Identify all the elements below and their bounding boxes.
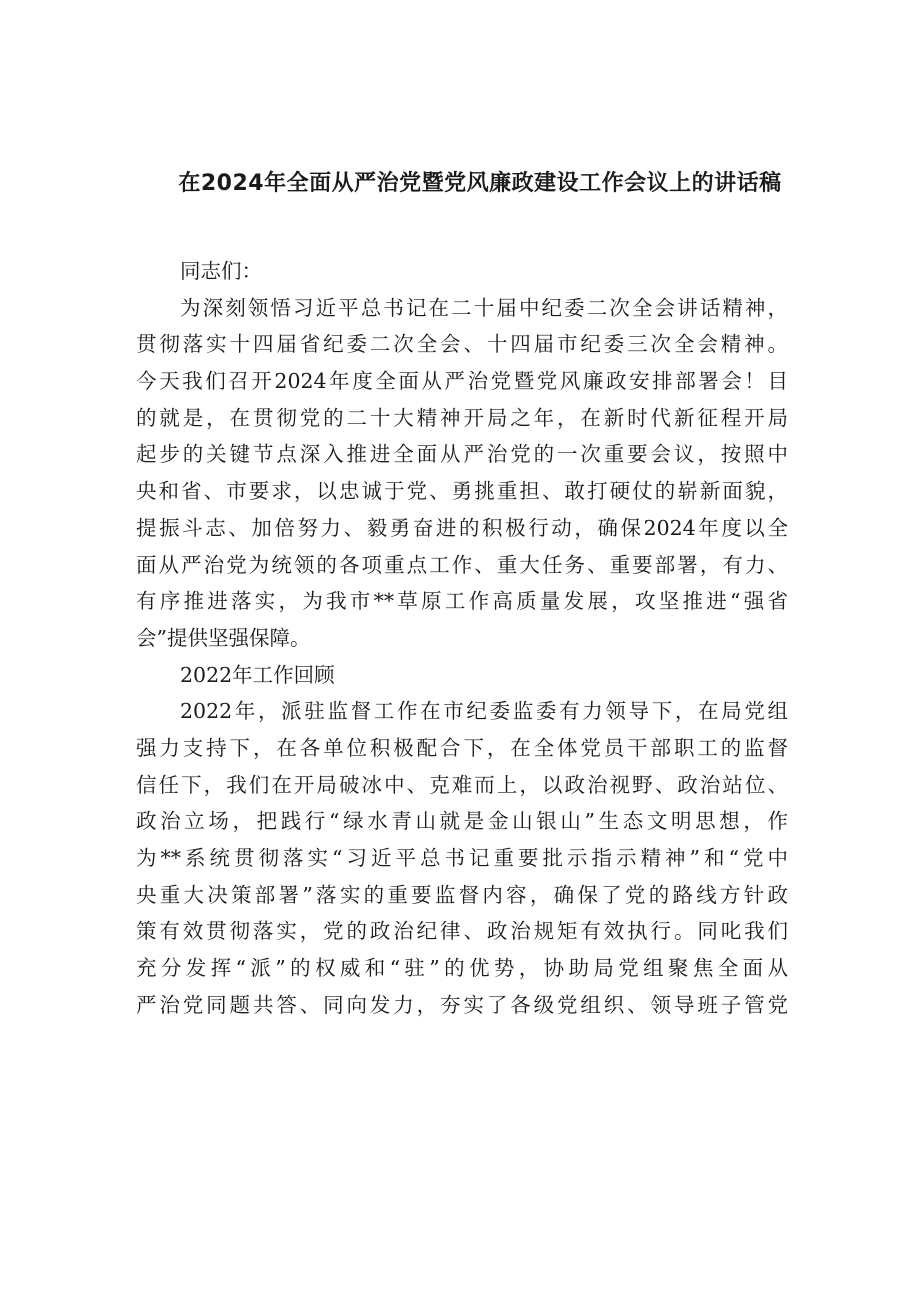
paragraph-2-line: 信任下，我们在开局破冰中、克难而上，以政治视野、政治站位、 bbox=[136, 772, 788, 797]
paragraph-2-line: 央重大决策部署”落实的重要监督内容，确保了党的路线方针政 bbox=[136, 882, 788, 907]
paragraph-2-line: 严治党同题共答、同向发力，夯实了各级党组织、领导班子管党 bbox=[136, 992, 788, 1017]
paragraph-1-line: 贯彻落实十四届省纪委二次全会、十四届市纪委三次全会精神。 bbox=[136, 332, 788, 357]
salutation: 同志们： bbox=[180, 259, 262, 283]
paragraph-1-line: 面从严治党为统领的各项重点工作、重大任务、重要部署，有力、 bbox=[136, 552, 788, 577]
document-body bbox=[136, 253, 788, 1023]
paragraph-2-line: 2022年，派驻监督工作在市纪委监委有力领导下，在局党组 bbox=[180, 699, 788, 724]
paragraph-2-line: 强力支持下，在各单位积极配合下，在全体党员干部职工的监督 bbox=[136, 735, 788, 760]
paragraph-1-line: 有序推进落实，为我市**草原工作高质量发展，攻坚推进“强省 bbox=[136, 589, 788, 614]
document-title: 在2024年全面从严治党暨党风廉政建设工作会议上的讲话稿 bbox=[178, 171, 782, 196]
paragraph-2-line: 为**系统贯彻落实“习近平总书记重要批示指示精神”和“党中 bbox=[136, 846, 788, 870]
paragraph-1-line: 的就是，在贯彻党的二十大精神开局之年，在新时代新征程开局 bbox=[136, 405, 788, 430]
paragraph-1-line: 提振斗志、加倍努力、毅勇奋进的积极行动，确保2024年度以全 bbox=[136, 515, 788, 540]
paragraph-1-line: 会”提供坚强保障。 bbox=[136, 625, 311, 650]
section-heading: 2022年工作回顾 bbox=[180, 662, 335, 687]
paragraph-1-line: 央和省、市要求，以忠诚于党、勇挑重担、敢打硬仗的崭新面貌， bbox=[136, 479, 788, 504]
paragraph-1-line: 为深刻领悟习近平总书记在二十届中纪委二次全会讲话精神， bbox=[180, 295, 788, 320]
paragraph-1-line: 起步的关键节点深入推进全面从严治党的一次重要会议，按照中 bbox=[136, 442, 788, 467]
paragraph-2-line: 政治立场，把践行“绿水青山就是金山银山”生态文明思想，作 bbox=[136, 809, 788, 834]
paragraph-2-line: 策有效贯彻落实，党的政治纪律、政治规矩有效执行。同叱我们 bbox=[136, 919, 788, 944]
paragraph-1-line: 今天我们召开2024年度全面从严治党暨党风廉政安排部署会！目 bbox=[136, 369, 788, 394]
paragraph-2-line: 充分发挥“派”的权威和“驻”的优势，协助局党组聚焦全面从 bbox=[136, 956, 788, 981]
